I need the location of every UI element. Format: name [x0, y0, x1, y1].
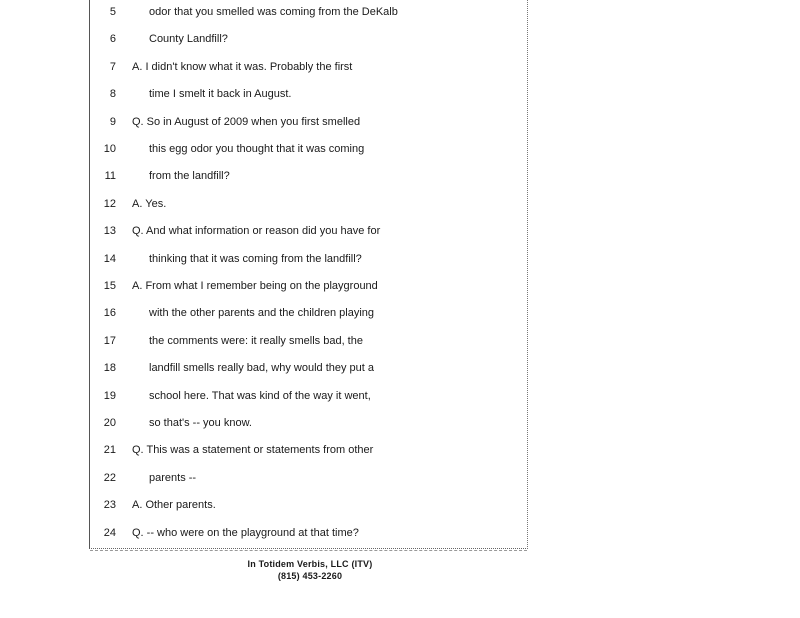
line-text: Q. And what information or reason did you have for: [132, 225, 381, 238]
transcript-line: [90, 221, 527, 241]
transcript-line: [90, 386, 527, 406]
transcript-line: [90, 495, 527, 515]
transcript-line: [90, 413, 527, 433]
line-number: 5: [109, 6, 116, 18]
line-number: 8: [109, 88, 116, 101]
line-text: Q. This was a statement or statements from other: [132, 444, 374, 457]
line-text: thinking that it was coming from the landfill?: [149, 252, 362, 265]
transcript-line: [90, 194, 527, 214]
transcript-line: [90, 166, 527, 186]
transcript-line: [90, 440, 527, 460]
line-number: 18: [103, 362, 116, 375]
line-text: odor that you smelled was coming from the DeKalb: [149, 6, 398, 18]
line-number: 14: [103, 252, 116, 265]
transcript-line: [90, 468, 527, 488]
transcript-line: [90, 276, 527, 296]
line-text: so that's -- you know.: [149, 417, 252, 429]
transcript-line: [90, 331, 527, 351]
line-text: time I smelt it back in August.: [149, 88, 292, 101]
line-text: A. I didn't know what it was. Probably the first: [132, 60, 353, 73]
transcript-line: [90, 84, 527, 104]
line-text: school here. That was kind of the way it went,: [149, 389, 371, 402]
line-text: Q. -- who were on the playground at that time?: [132, 526, 359, 539]
line-number: 19: [103, 389, 116, 402]
line-number: 9: [109, 115, 116, 128]
line-number: 13: [103, 225, 116, 238]
line-number: 15: [103, 280, 116, 292]
transcript-line: [90, 523, 527, 543]
line-text: with the other parents and the children playing: [149, 307, 375, 320]
transcript-line: [90, 249, 527, 269]
line-number: 20: [103, 417, 116, 429]
line-text: County Landfill?: [149, 33, 228, 46]
line-text: A. From what I remember being on the playground: [132, 280, 378, 292]
line-text: from the landfill?: [149, 170, 230, 183]
line-text: this egg odor you thought that it was coming: [149, 143, 365, 155]
line-number: 22: [103, 471, 116, 484]
line-number: 23: [103, 499, 116, 512]
transcript-line: [90, 112, 527, 132]
line-text: landfill smells really bad, why would they put a: [149, 362, 375, 375]
line-number: 24: [103, 526, 116, 539]
transcript-line: [90, 2, 527, 22]
line-number: 17: [103, 334, 116, 347]
transcript-line: [90, 29, 527, 49]
line-number: 7: [109, 60, 116, 73]
line-text: A. Yes.: [132, 197, 167, 210]
line-text: A. Other parents.: [132, 499, 216, 512]
transcript-page: [89, 0, 528, 549]
line-number: 12: [103, 197, 116, 210]
line-number: 16: [103, 307, 116, 320]
line-text: Q. So in August of 2009 when you first smelled: [132, 115, 361, 128]
transcript-line: [90, 139, 527, 159]
line-number: 10: [103, 143, 116, 155]
line-number: 21: [103, 444, 116, 457]
line-text: the comments were: it really smells bad, the: [149, 334, 363, 347]
transcript-line: [90, 303, 527, 323]
footer-company: In Totidem Verbis, LLC (ITV): [247, 559, 373, 569]
line-number: 11: [104, 170, 116, 183]
transcript-line: [90, 358, 527, 378]
line-number: 6: [109, 33, 116, 46]
line-text: parents --: [149, 471, 197, 484]
transcript-line: [90, 57, 527, 77]
footer-phone: (815) 453-2260: [277, 571, 343, 581]
